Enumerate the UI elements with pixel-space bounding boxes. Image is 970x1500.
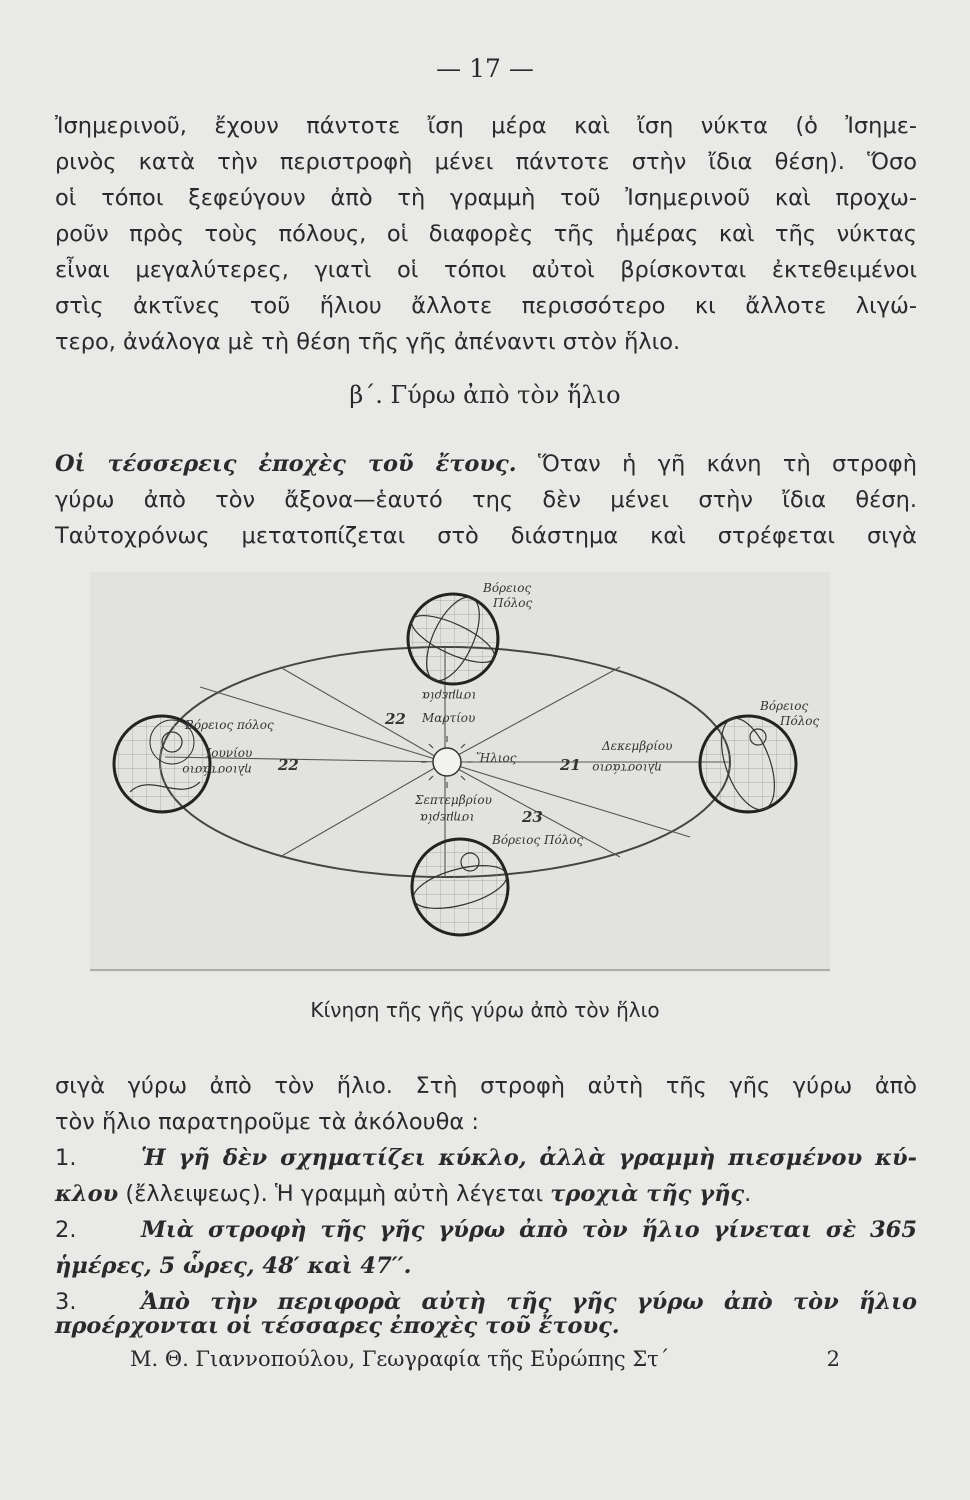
label-march: Μαρτίου (422, 711, 476, 725)
italic-lead: Οἱ τέσσερεις ἐποχὲς τοῦ ἔτους. (55, 451, 517, 477)
label-bottom-pole: Βόρειος Πόλος (492, 833, 584, 847)
page-footer (130, 1347, 840, 1371)
text-line: Ταὐτοχρόνως μετατοπίζεται στὸ διάστημα καὶ στρέφεται σιγὰ (55, 523, 917, 549)
item-bold-text: κλου (55, 1181, 119, 1207)
text-line: ρινὸς κατὰ τὴν περιστροφὴ μένει πάντοτε στὴν ἴδια θέση). Ὅσο (55, 149, 917, 175)
text-line: εἶναι μεγαλύτερες, γιατὶ οἱ τόποι αὐτοὶ βρίσκονται ἐκτεθειμένοι (55, 257, 917, 283)
label-march-num: 22 (385, 710, 406, 728)
label-top-pole-1: Βόρειος (483, 581, 532, 595)
footer-text: Μ. Θ. Γιαννοπούλου, Γεωγραφία τῆς Εὐρώπης Στ΄ (130, 1347, 670, 1371)
label-december-mirror: ηλιοστάσιο (592, 761, 662, 775)
list-item (55, 1212, 917, 1248)
text-line: τὸν ἥλιο παρατηροῦμε τὰ ἀκόλουθα : (55, 1109, 479, 1135)
text-line: ροῦν πρὸς τοὺς πόλους, οἱ διαφορὲς τῆς ἡμέρας καὶ τῆς νύκτας (55, 221, 917, 247)
text-line: Ἰσημερινοῦ, ἔχουν πάντοτε ἴση μέρα καὶ ἴση νύκτα (ὁ Ἰσημε- (55, 113, 917, 139)
globe-icon-bottom (409, 839, 511, 935)
text-line: σιγὰ γύρω ἀπὸ τὸν ἥλιο. Στὴ στροφὴ αὐτὴ τῆς γῆς γύρω ἀπὸ (55, 1073, 917, 1099)
list-item-continuation (55, 1248, 917, 1284)
item-bold-text: Ἀπὸ τὴν περιφορὰ αὐτὴ τῆς γῆς γύρω ἀπὸ τὸν ἥλιο (141, 1289, 917, 1315)
label-left-pole: Βόρειος πόλος (185, 718, 274, 732)
text-span: Ὅταν ἡ γῆ κάνη τὴ στροφὴ (537, 451, 918, 477)
item-bold-text: Μιὰ στροφὴ τῆς γῆς γύρω ἀπὸ τὸν ἥλιο γίνεται σὲ 365 (141, 1217, 917, 1243)
label-right-pole-1: Βόρειος (760, 699, 809, 713)
label-september-month: Σεπτεμβρίου (415, 793, 492, 807)
label-june-mirror: ηλιοστάσιο (182, 763, 252, 777)
label-june-month: Ἰουνίου (205, 746, 253, 760)
page-number: — 17 — (436, 54, 534, 83)
list-item-continuation (55, 1176, 917, 1212)
item-bold-text: ἡμέρες, 5 ὧρες, 48′ καὶ 47′′. (55, 1253, 412, 1279)
item-text: (ἔλλειψεως). Ἡ γραμμὴ αὐτὴ λέγεται (118, 1181, 551, 1207)
text-line: γύρω ἀπὸ τὸν ἄξονα—ἑαυτό της δὲν μένει στὴν ἴδια θέση. (55, 487, 917, 513)
label-june-num: 22 (278, 756, 299, 774)
label-september-mirror: ισημερία (419, 811, 474, 825)
label-sun: Ἥλιος (476, 751, 517, 765)
item-bold-text: Ἡ γῆ δὲν σχηματίζει κύκλο, ἀλλὰ γραμμὴ πιεσμένου κύ- (141, 1145, 917, 1171)
item-text: . (744, 1181, 752, 1207)
list-item (55, 1140, 917, 1176)
item-number: 1. (55, 1145, 77, 1171)
text-line: οἱ τόποι ξεφεύγουν ἀπὸ τὴ γραμμὴ τοῦ Ἰσημερινοῦ καὶ προχω- (55, 185, 917, 211)
item-bold-text: τροχιὰ τῆς γῆς (550, 1181, 745, 1207)
label-december-month: Δεκεμβρίου (602, 739, 673, 753)
label-right-pole-2: Πόλος (780, 714, 820, 728)
label-top-pole-2: Πόλος (493, 596, 533, 610)
text-line: στὶς ἀκτῖνες τοῦ ἥλιου ἄλλοτε περισσότερο κι ἄλλοτε λιγώ- (55, 293, 917, 319)
text-line (55, 446, 917, 482)
sheet-number: 2 (826, 1347, 840, 1371)
text-line: τερο, ἀνάλογα μὲ τὴ θέση τῆς γῆς ἀπέναντι στὸν ἥλιο. (55, 329, 681, 355)
list-item-continuation (55, 1308, 917, 1344)
section-heading: β΄. Γύρω ἀπὸ τὸν ἥλιο (349, 381, 621, 409)
item-number: 3. (55, 1289, 77, 1315)
item-number: 2. (55, 1217, 77, 1243)
label-december-num: 21 (560, 756, 581, 774)
label-september-num: 23 (522, 808, 543, 826)
orbit-figure (90, 572, 830, 972)
label-march-mirror: ισημερία (421, 689, 476, 703)
figure-caption: Κίνηση τῆς γῆς γύρω ἀπὸ τὸν ἥλιο (310, 998, 660, 1022)
item-bold-text: προέρχονται οἱ τέσσαρες ἐποχὲς τοῦ ἔτους. (55, 1313, 620, 1339)
